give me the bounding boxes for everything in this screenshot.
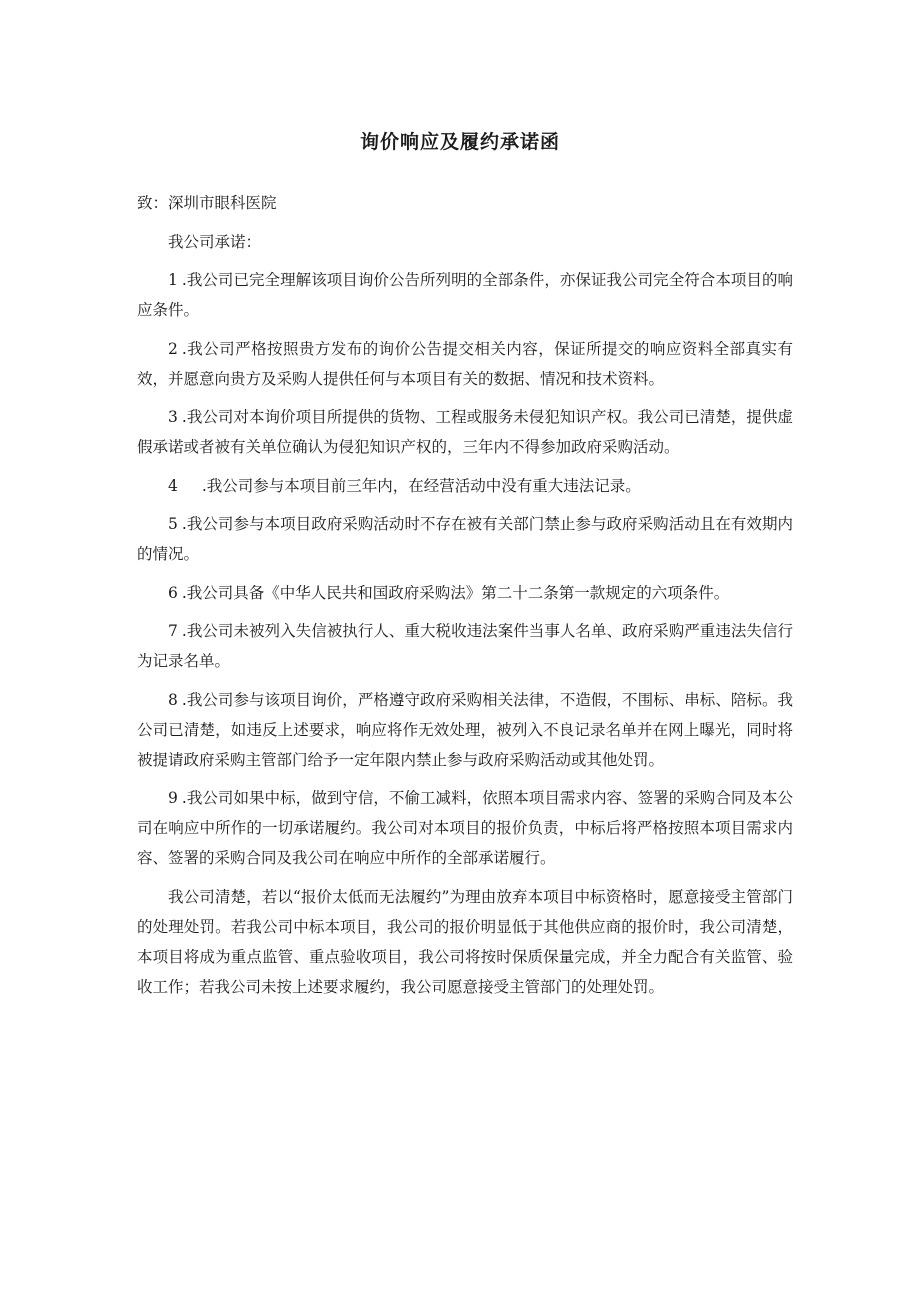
commitment-item-9	[137, 783, 793, 873]
closing-paragraph: 我公司清楚，若以“报价太低而无法履约”为理由放弃本项目中标资格时，愿意接受主管部门的处理处罚。若我公司中标本项目，我公司的报价明显低于其他供应商的报价时，我公司清楚，本项目将成为重点监管、重点验收项目，我公司将按时保质保量完成，并全力配合有关监管、验收工作；若我公司未按上述要求履约，我公司愿意接受主管部门的处理处罚。	[137, 887, 793, 996]
item-text: .我公司对本询价项目所提供的货物、工程或服务未侵犯知识产权。我公司已清楚，提供虚假承诺或者被有关单位确认为侵犯知识产权的，三年内不得参加政府采购活动。	[137, 408, 793, 456]
document-body	[137, 188, 793, 1010]
commitment-item-7	[137, 616, 793, 676]
item-number: 1	[168, 271, 178, 289]
item-text: .我公司参与本项目政府采购活动时不存在被有关部门禁止参与政府采购活动且在有效期内的情况。	[137, 515, 793, 563]
document-title: 询价响应及履约承诺函	[359, 131, 560, 153]
item-number: 3	[168, 408, 178, 426]
commitment-item-3	[137, 402, 793, 462]
addressee-line: 致：深圳市眼科医院	[137, 194, 277, 212]
item-text: .我公司具备《中华人民共和国政府采购法》第二十二条第一款规定的六项条件。	[181, 583, 730, 602]
item-number: 7	[168, 622, 178, 640]
commitment-item-1	[137, 265, 793, 325]
item-number: 4	[168, 476, 178, 495]
item-number: 6	[168, 583, 178, 602]
item-number: 9	[168, 789, 178, 807]
item-number: 8	[168, 690, 178, 709]
item-text: .我公司参与本项目前三年内，在经营活动中没有重大违法记录。	[201, 476, 641, 495]
commitment-intro: 我公司承诺：	[168, 232, 262, 251]
item-number: 5	[168, 515, 178, 533]
item-text: .我公司参与该项目询价，严格遵守政府采购相关法律，不造假，不围标、串标、陪标。我公司已清楚，如违反上述要求，响应将作无效处理，被列入不良记录名单并在网上曝光，同时将被提请政府采购主管部门给予一定年限内禁止参与政府采购活动或其他处罚。	[137, 690, 793, 769]
commitment-item-4	[137, 471, 793, 501]
commitment-item-6	[137, 578, 793, 608]
item-text: .我公司如果中标，做到守信，不偷工减料，依照本项目需求内容、签署的采购合同及本公司在响应中所作的一切承诺履约。我公司对本项目的报价负责，中标后将严格按照本项目需求内容、签署的采购合同及我公司在响应中所作的全部承诺履行。	[137, 789, 793, 867]
commitment-item-8	[137, 685, 793, 775]
item-number: 2	[168, 339, 178, 358]
commitment-item-2	[137, 334, 793, 394]
item-text: .我公司已完全理解该项目询价公告所列明的全部条件，亦保证我公司完全符合本项目的响应条件。	[137, 271, 793, 319]
item-text: .我公司未被列入失信被执行人、重大税收违法案件当事人名单、政府采购严重违法失信行为记录名单。	[137, 622, 793, 670]
commitment-item-5	[137, 509, 793, 569]
item-text: .我公司严格按照贵方发布的询价公告提交相关内容，保证所提交的响应资料全部真实有效，并愿意向贵方及采购人提供任何与本项目有关的数据、情况和技术资料。	[137, 339, 793, 388]
